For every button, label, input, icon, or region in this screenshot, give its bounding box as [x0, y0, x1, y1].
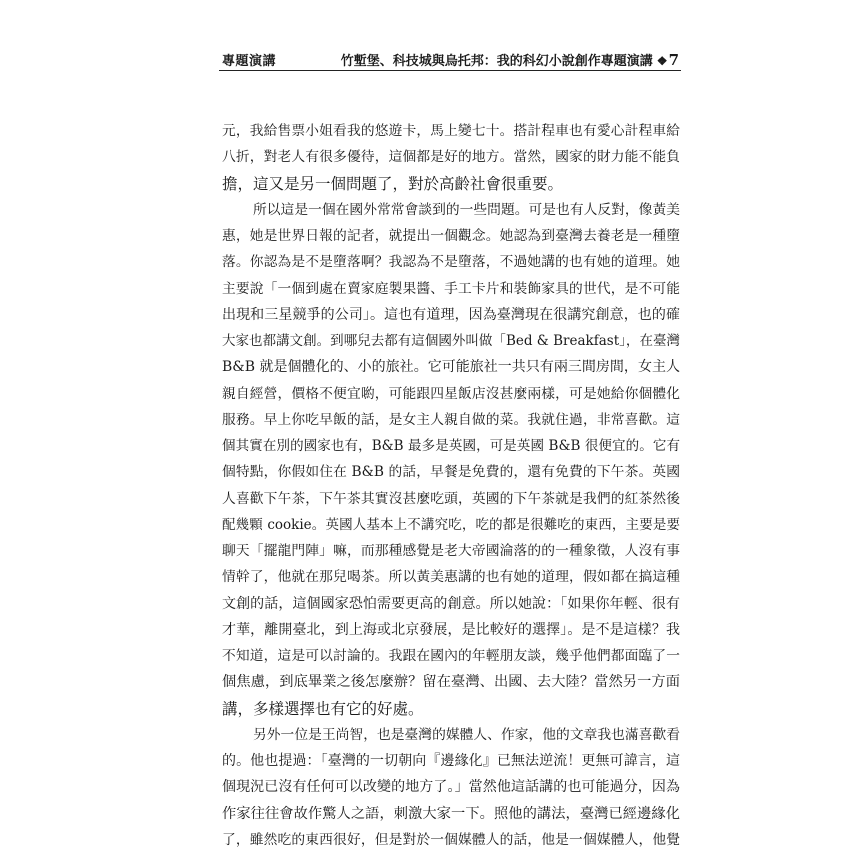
text-line: 出現和三星競爭的公司」。這也有道理，因為臺灣現在很講究創意，也的確 — [222, 306, 680, 323]
text-line: 個其實在別的國家也有，B&B 最多是英國，可是英國 B&B 很便宜的。它有 — [222, 438, 680, 454]
text-line: 了，雖然吃的東西很好，但是對於一個媒體人的話，他是一個媒體人，他覺 — [222, 831, 680, 848]
text-line: 聊天「擺龍門陣」嘛，而那種感覺是老大帝國淪落的的一種象徵，人沒有事 — [222, 543, 680, 559]
header-rule — [219, 70, 681, 71]
text-line: 個焦慮，到底畢業之後怎麼辦？留在臺灣、出國、去大陸？當然另一方面 — [222, 674, 680, 691]
section-label: 專題演講 — [222, 54, 277, 69]
text-line: 親自經營，價格不便宜喲，可能跟四星飯店沒甚麼兩樣，可是她給你個體化 — [222, 385, 680, 402]
page-number: 7 — [668, 51, 679, 69]
running-header — [219, 48, 681, 68]
text-line: 個特點，你假如住在 B&B 的話，早餐是免費的，還有免費的下午茶。英國 — [222, 464, 680, 481]
text-line: 服務。早上你吃早飯的話，是女主人親自做的菜。我就住過，非常喜歡。這 — [222, 411, 680, 428]
running-title-group — [341, 50, 679, 69]
ornament-icon: ❖ — [656, 54, 668, 68]
text-line: 所以這是一個在國外常常會談到的一些問題。可是也有人反對，像黃美 — [253, 201, 680, 218]
text-line: 惠，她是世界日報的記者，就提出一個觀念。她認為到臺灣去養老是一種墮 — [222, 228, 680, 244]
text-line: 配幾顆 cookie。英國人基本上不講究吃，吃的都是很難吃的東西，主要是要 — [222, 516, 680, 533]
text-line: 元，我給售票小姐看我的悠遊卡，馬上變七十。搭計程車也有愛心計程車給 — [222, 123, 680, 139]
text-line: 的。他也提過：「臺灣的一切朝向『邊緣化』已無法逆流！更無可諱言，這 — [222, 753, 680, 769]
text-line: B&B 就是個體化的、小的旅社。它可能旅社一共只有兩三間房間，女主人 — [222, 359, 680, 376]
text-line: 另外一位是王尚智，也是臺灣的媒體人、作家，他的文章我也滿喜歡看 — [253, 726, 680, 743]
text-line: 文創的話，這個國家恐怕需要更高的創意。所以她說：「如果你年輕、很有 — [222, 595, 680, 612]
body-text — [222, 118, 680, 850]
text-line: 落。你認為是不是墮落啊？我認為不是墮落，不過她講的也有她的道理。她 — [222, 254, 680, 271]
text-line: 情幹了，他就在那兒喝茶。所以黃美惠講的也有她的道理，假如都在搞這種 — [222, 569, 680, 586]
text-line: 個現況已沒有任何可以改變的地方了。」當然他這話講的也可能過分，因為 — [222, 779, 680, 796]
running-title: 竹塹堡、科技城與烏托邦：我的科幻小說創作專題演講 — [340, 54, 653, 69]
text-line: 八折，對老人有很多優待，這個都是好的地方。當然，國家的財力能不能負 — [222, 149, 680, 166]
text-line: 才華，離開臺北，到上海或北京發展，是比較好的選擇」。是不是這樣？我 — [222, 621, 680, 638]
text-line: 大家也都講文創。到哪兒去都有這個國外叫做「Bed & Breakfast」，在臺灣 — [222, 333, 680, 349]
text-line: 作家往往會故作驚人之語，刺激大家一下。照他的講法，臺灣已經邊緣化 — [222, 805, 680, 822]
text-line: 不知道，這是可以討論的。我跟在國內的年輕朋友談，幾乎他們都面臨了一 — [222, 648, 680, 664]
text-line: 主要說「一個到處在賣家庭製果醬、手工卡片和裝飾家具的世代，是不可能 — [222, 280, 680, 297]
text-line: 人喜歡下午茶，下午茶其實沒甚麼吃頭，英國的下午茶就是我們的紅茶然後 — [222, 490, 680, 507]
text-line: 講，多樣選擇也有它的好處。 — [222, 699, 424, 718]
text-line: 擔，這又是另一個問題了，對於高齡社會很重要。 — [222, 174, 564, 193]
